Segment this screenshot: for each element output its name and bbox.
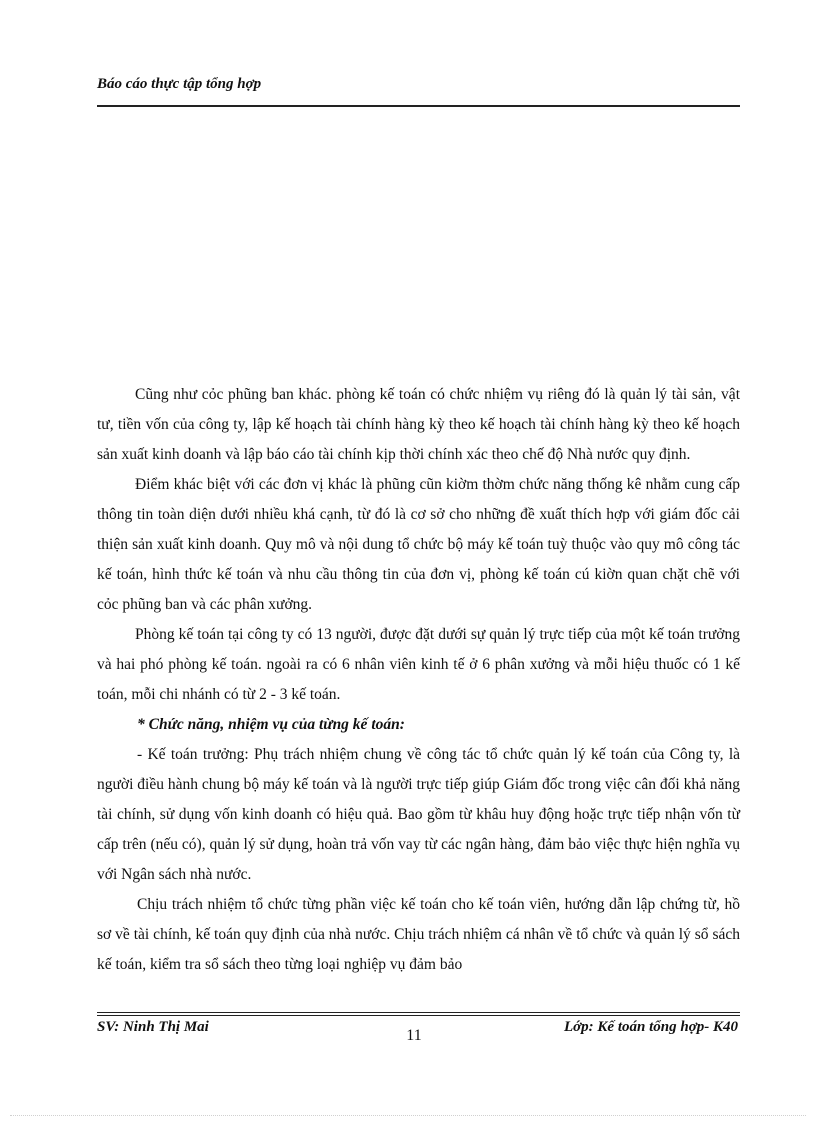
page-number: 11 bbox=[406, 1027, 422, 1044]
footer-divider bbox=[97, 1012, 740, 1013]
footer-divider bbox=[97, 1015, 740, 1016]
paragraph: - Kế toán trưởng: Phụ trách nhiệm chung về công tác tổ chức quản lý kế toán của Công ty, là người điều hành chung bộ máy kế toán và là người trực tiếp giúp Giám đốc trong việc cân đối khả năng tài chính, sử dụng vốn kinh doanh có hiệu quả. Bao gồm từ khâu huy động hoặc trực tiếp nhận vốn từ cấp trên (nếu có), quản lý sử dụng, hoàn trả vốn vay từ các ngân hàng, đảm bảo việc thực hiện nghĩa vụ với Ngân sách nhà nước. bbox=[97, 746, 740, 883]
paragraph: Phòng kế toán tại công ty có 13 người, được đặt dưới sự quản lý trực tiếp của một kế toán trưởng và hai phó phòng kế toán. ngoài ra có 6 nhân viên kinh tế ở 6 phân xưởng và mỗi hiệu thuốc có 1 kế toán, mỗi chi nhánh có từ 2 - 3 kế toán. bbox=[97, 626, 740, 703]
header-title: Báo cáo thực tập tổng hợp bbox=[97, 76, 262, 92]
paragraph: Cũng như cỏc phũng ban khác. phòng kế toán có chức nhiệm vụ riêng đó là quản lý tài sản, vật tư, tiền vốn của công ty, lập kế hoạch tài chính hàng kỳ theo kế hoạch tài chính hàng kỳ theo kế hoạch sản xuất kinh doanh và lập báo cáo tài chính kịp thời chính xác theo chế độ Nhà nước quy định. bbox=[97, 386, 740, 463]
page-edge bbox=[10, 1115, 806, 1116]
header-divider bbox=[97, 105, 740, 107]
footer-student-name: SV: Ninh Thị Mai bbox=[97, 1019, 209, 1035]
paragraph: Chịu trách nhiệm tổ chức từng phần việc kế toán cho kế toán viên, hướng dẫn lập chứng từ, hồ sơ về tài chính, kế toán quy định của nhà nước. Chịu trách nhiệm cá nhân về tổ chức và quản lý sổ sách kế toán, kiểm tra sổ sách theo từng loại nghiệp vụ đảm bảo bbox=[97, 896, 740, 973]
document-body bbox=[97, 380, 740, 980]
paragraph: Điểm khác biệt với các đơn vị khác là phũng cũn kiờm thờm chức năng thống kê nhằm cung cấp thông tin toàn diện dưới nhiều khá cạnh, từ đó là cơ sở cho những đề xuất thích hợp với giám đốc cải thiện sản xuất kinh doanh. Quy mô và nội dung tổ chức bộ máy kế toán tuỳ thuộc vào quy mô công tác kế toán, hình thức kế toán và nhu cầu thông tin của đơn vị, phòng kế toán cú kiờn quan chặt chẽ với cỏc phũng ban và các phân xưởng. bbox=[97, 476, 740, 613]
section-heading: * Chức năng, nhiệm vụ của từng kế toán: bbox=[137, 716, 405, 733]
footer-class-label: Lớp: Kế toán tổng hợp- K40 bbox=[563, 1019, 738, 1035]
